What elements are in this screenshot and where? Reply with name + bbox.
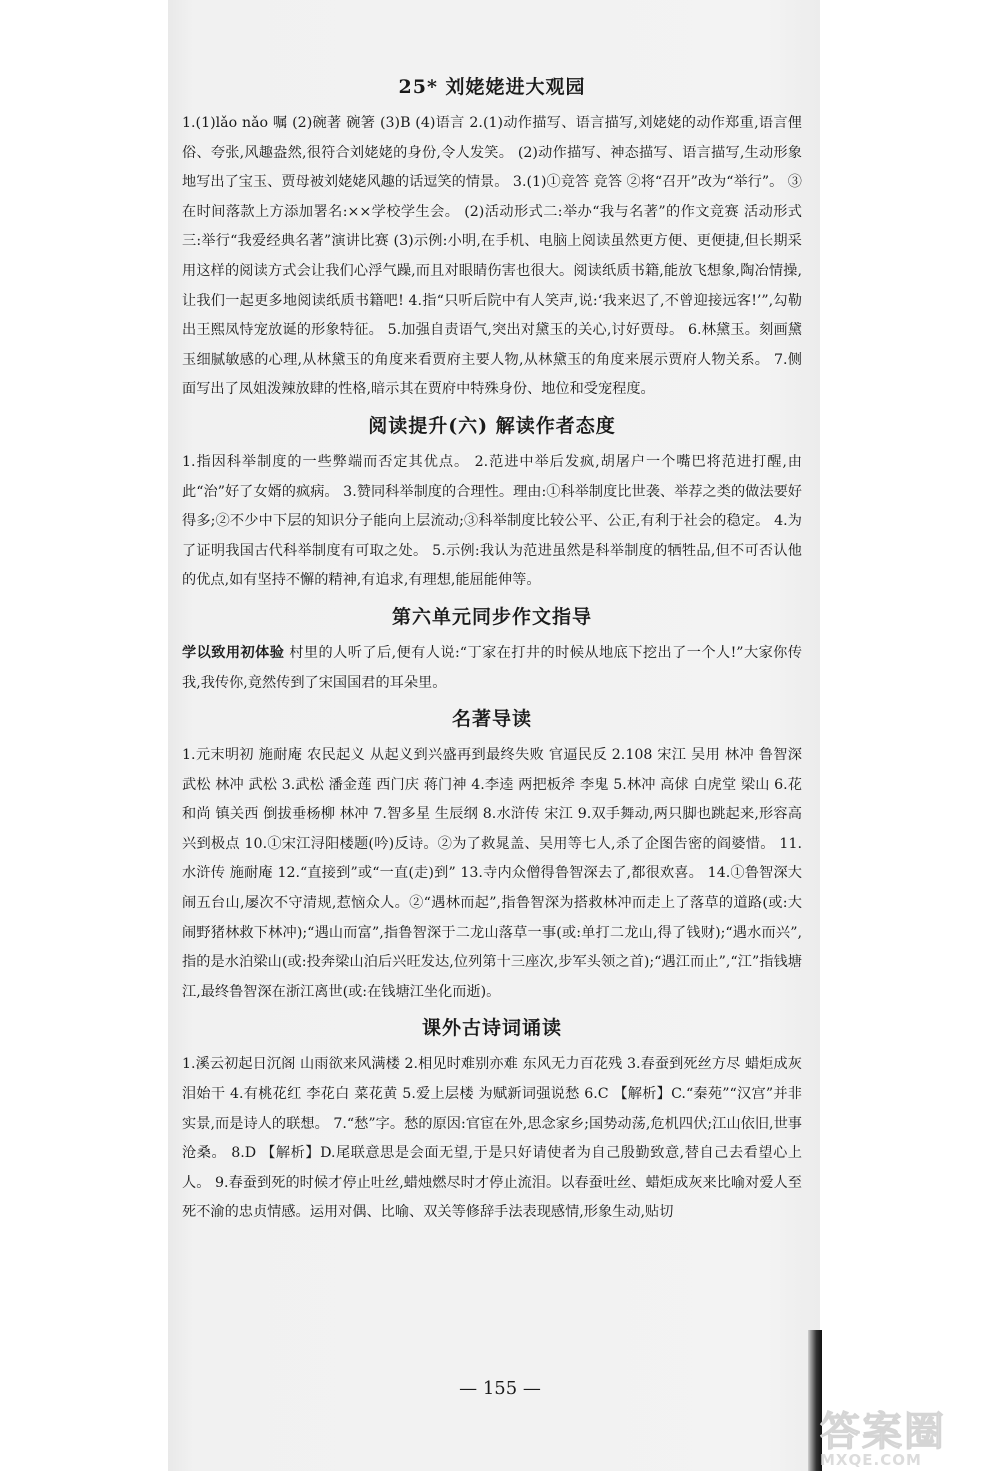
watermark-url: MXQE.COM — [820, 1451, 922, 1469]
section-title-writing-guide: 第六单元同步作文指导 — [391, 605, 592, 628]
answers-writing-guide — [182, 639, 802, 698]
answers-poetry: 1.溪云初起日沉阁 山雨欲来风满楼 2.相见时难别亦难 东风无力百花残 3.春蚕到死丝方尽 蜡炬成灰泪始干 4.有桃花红 李花白 菜花黄 5.爱上层楼 为赋新词强说愁 6.C 【解析】C.“秦苑”“汉宫”并非实景,而是诗人的联想。 7.“愁”字。愁的原因:官宦在外,思念家乡;国势动荡,危机四伏;江山依旧,世事沧桑。 8.D 【解析】D.尾联意思是会面无望,于是只好请使者为自己殷勤致意,替自己去看望心上人。 9.春蚕到死的时候才停止吐丝,蜡烛燃尽时才停止流泪。以春蚕吐丝、蜡炬成灰来比喻对爱人至死不渝的忠贞情感。运用对偶、比喻、双关等修辞手法表现感情,形象生动,贴切 — [182, 1056, 802, 1221]
answers-classics: 1.元末明初 施耐庵 农民起义 从起义到兴盛再到最终失败 官逼民反 2.108 宋江 吴用 林冲 鲁智深 武松 林冲 武松 3.武松 潘金莲 西门庆 蒋门神 4.李逵 两把板斧 李鬼 5.林冲 高俅 白虎堂 梁山 6.花和尚 镇关西 倒拔垂杨柳 林冲 7.智多星 生辰纲 8.水浒传 宋江 9.双手舞动,两只脚也跳起来,形容高兴到极点 10.①宋江浔阳楼题(吟)反诗。②为了救晁盖、吴用等七人,杀了企图告密的阎婆惜。 11.水浒传 施耐庵 12.“直接到”或“一直(走)到” 13.寺内众僧得鲁智深去了,都很欢喜。 14.①鲁智深大闹五台山,屡次不守清规,惹恼众人。②“遇林而起”,指鲁智深为搭救林冲而走上了落草的道路(或:大闹野猪林救下林冲);“遇山而富”,指鲁智深于二龙山落草一事(或:单打二龙山,得了钱财);“遇水而兴”,指的是水泊梁山(或:投奔梁山泊后兴旺发达,位列第十三座次,步军头领之首);“遇江而止”,“江”指钱塘江,最终鲁智深在浙江离世(或:在钱塘江坐化而逝)。 — [182, 747, 802, 1000]
watermark-logo: 答案圈 — [820, 1409, 946, 1455]
watermark — [820, 1400, 998, 1470]
section-title-reading-6: 阅读提升(六) 解读作者态度 — [368, 414, 616, 437]
answers-reading-6: 1.指因科举制度的一些弊端而否定其优点。 2.范进中举后发疯,胡屠户一个嘴巴将范进打醒,由此“治”好了女婿的疯病。 3.赞同科举制度的合理性。理由:①科举制度比世袭、举荐之类的做法要好得多;②不少中下层的知识分子能向上层流动;③科举制度比较公平、公正,有利于社会的稳定。 4.为了证明我国古代科举制度有可取之处。 5.示例:我认为范进虽然是科举制度的牺牲品,但不可否认他的优点,如有坚持不懈的精神,有追求,有理想,能屈能伸等。 — [182, 453, 802, 589]
page-number: — 155 — — [459, 1378, 541, 1399]
section-title-lesson-25: 25* 刘姥姥进大观园 — [398, 76, 586, 98]
page-content — [182, 72, 802, 1234]
section-title-poetry: 课外古诗词诵读 — [421, 1017, 562, 1040]
answers-lesson-25: 1.(1)lǎo nǎo 嘱 (2)碗著 碗箸 (3)B (4)语言 2.(1)动作描写、语言描写,刘姥姥的动作郑重,语言俚俗、夸张,风趣盎然,很符合刘姥姥的身份,令人发笑。 (2)动作描写、神态描写、语言描写,生动形象地写出了宝玉、贾母被刘姥姥风趣的话逗笑的情景。 3.(1)①竞答 竞答 ②将“召开”改为“举行”。 ③在时间落款上方添加署名:××学校学生会。 (2)活动形式二:举办“我与名著”的作文竞赛 活动形式三:举行“我爱经典名著”演讲比赛 (3)示例:小明,在手机、电脑上阅读虽然更方便、更便捷,但长期采用这样的阅读方式会让我们心浮气躁,而且对眼睛伤害也很大。阅读纸质书籍,能放飞想象,陶冶情操,让我们一起更多地阅读纸质书籍吧! 4.指“只听后院中有人笑声,说:‘我来迟了,不曾迎接远客!’”,勾勒出王熙凤恃宠放诞的形象特征。 5.加强自责语气,突出对黛玉的关心,讨好贾母。 6.林黛玉。刻画黛玉细腻敏感的心理,从林黛玉的角度来看贾府主要人物,从林黛玉的角度来展示贾府人物关系。 7.侧面写出了凤姐泼辣放肆的性格,暗示其在贾府中特殊身份、地位和受宠程度。 — [182, 115, 802, 398]
writing-guide-lead: 学以致用初体验 — [182, 644, 285, 661]
section-title-classics: 名著导读 — [451, 708, 532, 731]
writing-guide-text: 村里的人听了后,便有人说:“丁家在打井的时候从地底下挖出了一个人!”大家你传我,我传你,竟然传到了宋国国君的耳朵里。 — [182, 644, 802, 691]
